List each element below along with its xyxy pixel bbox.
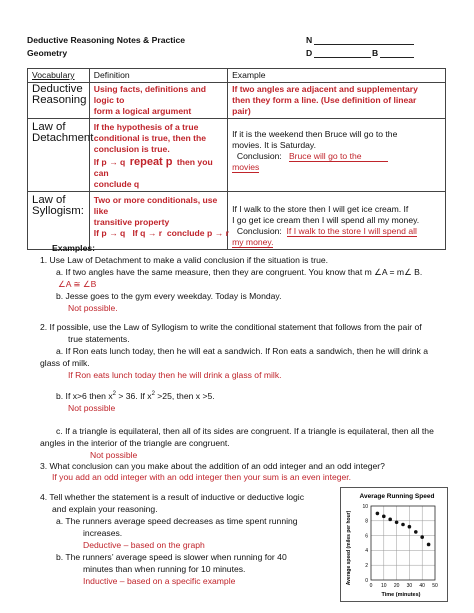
form-if-p-then-q: If p → q	[93, 157, 126, 167]
data-point	[376, 512, 380, 516]
exponent: 2	[112, 391, 116, 398]
y-tick-label: 10	[362, 503, 368, 510]
header-definition: Definition	[89, 69, 227, 83]
example-cell	[228, 192, 446, 250]
question-4a: a. The runners average speed decreases as time spent running	[56, 516, 298, 526]
definition-line: If the hypothesis of a true	[93, 122, 199, 132]
example-line: movies. It is Saturday.	[232, 140, 316, 150]
answer-1b: Not possible.	[68, 303, 118, 313]
question-1b: b. Jesse goes to the gym every weekday. Today is Monday.	[56, 291, 282, 301]
data-point	[382, 515, 386, 519]
question-1a: a. If two angles have the same measure, then they are congruent. You know that m ∠A = m∠ B.	[56, 267, 423, 277]
definition-line: conclusion is true.	[93, 144, 170, 154]
term-line: Syllogism:	[32, 205, 84, 217]
form-conclude-q: conclude q	[93, 179, 140, 189]
worksheet-title: Deductive Reasoning Notes & Practice	[27, 35, 186, 45]
example-line: I go get ice cream then I will spend all my money.	[232, 215, 420, 225]
data-point	[420, 535, 424, 539]
answer-2b: Not possible	[68, 403, 116, 413]
question-4a-cont: increases.	[83, 528, 123, 538]
name-label: N	[306, 35, 313, 45]
y-tick-label: 0	[365, 577, 368, 584]
table-row	[28, 83, 446, 119]
y-tick-label: 2	[365, 563, 368, 569]
data-point	[395, 520, 399, 524]
data-point	[427, 543, 431, 547]
conclusion-line	[232, 226, 441, 237]
term-cell	[28, 192, 90, 250]
x-tick-label: 10	[381, 583, 387, 589]
question-1: 1. Use Law of Detachment to make a valid conclusion if the situation is true.	[40, 255, 329, 265]
x-axis-label: Time (minutes)	[381, 592, 421, 598]
y-axis-label: Average speed (miles per hour)	[346, 510, 352, 586]
header-example: Example	[228, 69, 446, 83]
definition-cell	[89, 119, 227, 192]
question-2b-part: > 36. If x	[115, 391, 152, 401]
y-tick-label: 8	[365, 518, 368, 525]
form-then-you-can: then you can	[93, 157, 213, 178]
question-2c: c. If a triangle is equilateral, then all of its sides are congruent. If a triangle is equilateral, then all the	[56, 426, 434, 436]
x-tick-label: 0	[369, 583, 373, 589]
answer-3: If you add an odd integer with an odd integer then your sum is an even integer.	[52, 472, 352, 482]
vocabulary-table	[27, 68, 446, 250]
conclusion-label: Conclusion:	[236, 226, 282, 236]
example-line: then they form a line. (Use definition of linear	[232, 95, 417, 105]
question-2-cont: true statements.	[68, 334, 130, 344]
answer-2c: Not possible	[90, 450, 138, 460]
y-tick-label: 6	[365, 533, 368, 540]
question-2: 2. If possible, use the Law of Syllogism to write the conditional statement that follows from the pair of	[40, 322, 422, 332]
conclusion-answer-cont: my money.	[232, 237, 274, 247]
chart-svg	[341, 488, 447, 601]
name-blank	[314, 44, 414, 45]
block-label: B	[372, 48, 379, 58]
chart-title-line: Average Running Speed	[359, 493, 435, 500]
example-line: pair)	[232, 106, 251, 116]
definition-cell	[89, 192, 227, 250]
date-blank	[314, 57, 371, 58]
chart-grid	[362, 504, 438, 589]
example-line: If I walk to the store then I will get ice cream. If	[232, 204, 409, 214]
term-line: Deductive	[32, 83, 83, 95]
question-2b	[56, 391, 215, 401]
definition-line: Using facts, definitions and logic to	[93, 84, 207, 105]
conclusion-line	[232, 151, 441, 162]
term-line: Law of	[32, 121, 66, 133]
header-vocabulary: Vocabulary	[28, 69, 90, 83]
conclusion-answer: Bruce will go to the	[289, 151, 388, 162]
conclusion-answer-cont: movies	[232, 162, 260, 172]
data-point	[414, 530, 418, 534]
x-tick-label: 20	[393, 583, 400, 589]
example-cell	[228, 119, 446, 192]
syllogism-form: If p → q If q → r conclude p → r	[93, 228, 229, 238]
conclusion-answer: If I walk to the store I will spend all	[286, 226, 417, 236]
term-line: Reasoning	[32, 94, 87, 106]
worksheet-subject: Geometry	[27, 48, 68, 58]
definition-line: conditional is true, then the	[93, 133, 206, 143]
definition-line: Two or more conditionals, use like	[93, 195, 218, 216]
conclusion-label: Conclusion:	[236, 151, 282, 161]
data-point	[408, 525, 412, 529]
definition-line: form a logical argument	[93, 106, 192, 116]
example-line: If two angles are adjacent and supplementary	[232, 84, 418, 94]
example-line: If it is the weekend then Bruce will go to the	[232, 129, 398, 139]
data-point	[401, 523, 405, 527]
question-2c-cont: angles in the interior of the triangle are congruent.	[40, 438, 230, 448]
question-2a: a. If Ron eats lunch today, then he will eat a sandwich. If Ron eats a sandwich, then he will drink a	[56, 346, 428, 356]
exponent: 2	[151, 391, 155, 398]
x-tick-label: 40	[419, 583, 425, 589]
definition-line: transitive property	[93, 217, 170, 227]
question-2b-part: >25, then x >5.	[154, 391, 215, 401]
question-2b-part: b. If x>6 then x	[56, 391, 113, 401]
question-3: 3. What conclusion can you make about the addition of an odd integer and an odd integer?	[40, 461, 385, 471]
question-4: 4. Tell whether the statement is a result of inductive or deductive logic	[40, 492, 305, 502]
y-tick-label: 4	[365, 548, 368, 555]
definition-cell	[89, 83, 227, 119]
examples-heading: Examples:	[52, 243, 95, 253]
data-point	[388, 518, 392, 522]
block-blank	[380, 57, 414, 58]
date-label: D	[306, 48, 313, 58]
table-header-row	[28, 69, 446, 83]
x-tick-label: 30	[406, 583, 413, 589]
answer-1a: ∠A ≅ ∠B	[58, 279, 97, 289]
answer-2a: If Ron eats lunch today then he will drink a glass of milk.	[68, 370, 282, 380]
term-line: Law of	[32, 194, 66, 206]
question-2a-cont: glass of milk.	[40, 358, 90, 368]
form-repeat-p: repeat p	[129, 156, 173, 168]
example-cell	[228, 83, 446, 119]
running-speed-graph	[340, 487, 448, 602]
question-4-cont: and explain your reasoning.	[52, 504, 158, 514]
term-line: Detachment	[32, 132, 94, 144]
question-4b: b. The runners’ average speed is slower when running for 40	[56, 552, 287, 562]
detachment-form	[94, 157, 223, 179]
question-4b-cont: minutes than when running for 10 minutes.	[83, 564, 246, 574]
plot-frame	[371, 506, 435, 580]
table-row	[28, 192, 446, 250]
table-row	[28, 119, 446, 192]
x-tick-label: 50	[432, 583, 438, 589]
term-cell	[28, 83, 90, 119]
term-cell	[28, 119, 94, 192]
answer-4b: Inductive – based on a specific example	[83, 576, 236, 586]
answer-4a: Deductive – based on the graph	[83, 540, 205, 550]
